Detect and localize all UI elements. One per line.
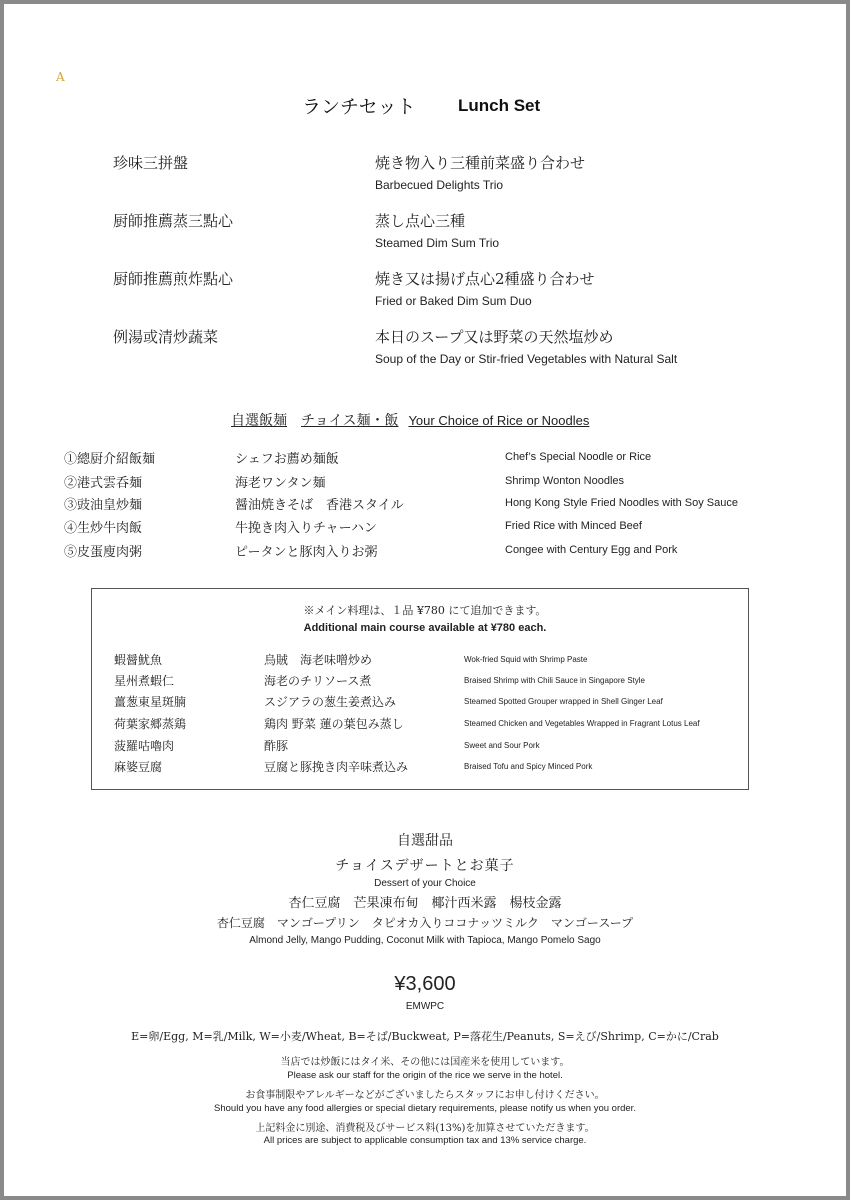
- noodle-item-english: Shrimp Wonton Noodles: [505, 475, 625, 487]
- dessert-items-english: Almond Jelly, Mango Pudding, Coconut Milk with Tapioca, Mango Pomelo Sago: [249, 935, 601, 946]
- choice-heading-chinese: 自選飯麺: [231, 413, 287, 429]
- main-course-chinese: 蝦醤魷魚: [114, 653, 163, 667]
- noodle-item-english: Fried Rice with Minced Beef: [505, 520, 642, 532]
- footer-note: お食事制限やアレルギーなどがございましたらスタッフにお申し付けください。: [245, 1090, 605, 1101]
- noodle-item-japanese: 醤油焼きそば 香港スタイル: [235, 498, 404, 513]
- noodle-item-english: Hong Kong Style Fried Noodles with Soy Sauce: [505, 497, 738, 509]
- main-course-english: Steamed Chicken and Vegetables Wrapped in Fragrant Lotus Leaf: [464, 719, 700, 728]
- main-course-chinese: 星州煮蝦仁: [114, 674, 175, 688]
- main-course-japanese: 豆腐と豚挽き肉辛味煮込み: [264, 760, 409, 774]
- noodle-item-english: Congee with Century Egg and Pork: [505, 544, 678, 556]
- noodle-item-chinese: ①總厨介紹飯麺: [64, 452, 156, 467]
- allergen-legend: E=卵/Egg, M=乳/Milk, W=小麦/Wheat, B=そば/Buckweat, P=落花生/Peanuts, S=えび/Shrimp, C=かに/Crab: [131, 1030, 719, 1043]
- main-course-japanese: 酢豚: [264, 739, 289, 753]
- noodle-item-japanese: ピータンと豚肉入りお粥: [235, 545, 378, 560]
- dessert-heading-japanese: チョイスデザートとお菓子: [335, 858, 515, 874]
- noodle-item-japanese: 海老ワンタン麺: [235, 476, 326, 491]
- additional-note-japanese: ※メイン料理は、１品 ¥780 にて追加できます。: [303, 604, 547, 617]
- main-course-english: Braised Shrimp with Chili Sauce in Singapore Style: [464, 676, 645, 685]
- main-course-english: Steamed Spotted Grouper wrapped in Shell Ginger Leaf: [464, 697, 663, 706]
- noodle-item-japanese: シェフお薦め麺飯: [235, 452, 339, 467]
- main-course-chinese: 麻婆豆腐: [114, 760, 163, 774]
- page-mark: A: [56, 70, 65, 84]
- main-course-chinese: 荷葉家郷蒸鶏: [114, 717, 187, 731]
- noodle-item-chinese: ④生炒牛肉飯: [64, 521, 143, 536]
- additional-main-course-box: [91, 588, 749, 790]
- course-chinese: 厨師推薦蒸三點心: [113, 212, 234, 230]
- course-english: Soup of the Day or Stir-fried Vegetables with Natural Salt: [375, 352, 678, 366]
- footer-note: Please ask our staff for the origin of the rice we serve in the hotel.: [287, 1070, 563, 1081]
- choice-heading: [231, 410, 589, 430]
- menu-page: [4, 4, 846, 1196]
- choice-heading-japanese: チョイス麺・飯: [301, 413, 399, 429]
- course-english: Barbecued Delights Trio: [375, 178, 504, 192]
- course-japanese: 本日のスープ又は野菜の天然塩炒め: [375, 328, 614, 346]
- footer-note: 当店では炒飯にはタイ米、その他には国産米を使用しています。: [280, 1057, 570, 1068]
- footer-note: 上記料金に別途、消費税及びサービス料(13%)を加算させていただきます。: [255, 1123, 595, 1134]
- course-chinese: 例湯或清炒蔬菜: [113, 328, 219, 346]
- main-course-english: Wok-fried Squid with Shrimp Paste: [464, 655, 588, 664]
- main-course-japanese: 鶏肉 野菜 蓮の葉包み蒸し: [264, 717, 404, 731]
- set-price: ¥3,600: [394, 973, 456, 995]
- main-course-english: Braised Tofu and Spicy Minced Pork: [464, 762, 593, 771]
- course-chinese: 厨師推薦煎炸點心: [113, 270, 234, 288]
- footer-note: Should you have any food allergies or special dietary requirements, please notify us when you order.: [214, 1103, 636, 1114]
- course-chinese: 珍味三拼盤: [113, 154, 189, 172]
- main-course-chinese: 薑葱東星斑腩: [114, 695, 187, 709]
- noodle-item-chinese: ⑤皮蛋廋肉粥: [64, 545, 143, 560]
- course-japanese: 焼き物入り三種前菜盛り合わせ: [375, 154, 586, 172]
- dessert-items-japanese: 杏仁豆腐 マンゴープリン タピオカ入りココナッツミルク マンゴースープ: [216, 916, 634, 930]
- title-japanese: ランチセット: [302, 96, 416, 118]
- main-course-chinese: 菠羅咕嚕肉: [114, 739, 175, 753]
- course-english: Steamed Dim Sum Trio: [375, 236, 500, 250]
- main-course-japanese: 烏賊 海老味噌炒め: [264, 653, 373, 667]
- main-course-japanese: スジアラの葱生姜煮込み: [264, 695, 397, 709]
- footer-note: All prices are subject to applicable consumption tax and 13% service charge.: [263, 1135, 587, 1146]
- allergen-codes: EMWPC: [405, 1001, 445, 1012]
- dessert-items-chinese: 杏仁豆腐 芒果凍布甸 椰汁西米露 楊枝金露: [288, 896, 562, 911]
- noodle-item-chinese: ②港式雲呑麺: [64, 476, 143, 491]
- dessert-heading-chinese: 自選甜品: [397, 833, 453, 849]
- main-course-japanese: 海老のチリソース煮: [264, 674, 372, 688]
- course-japanese: 蒸し点心三種: [375, 212, 466, 230]
- title-english: Lunch Set: [458, 96, 541, 115]
- noodle-item-japanese: 牛挽き肉入りチャーハン: [235, 521, 377, 536]
- choice-heading-english: Your Choice of Rice or Noodles: [408, 413, 590, 428]
- dessert-heading-english: Dessert of your Choice: [374, 878, 476, 889]
- additional-note-english: Additional main course available at ¥780 each.: [303, 622, 547, 634]
- course-japanese: 焼き又は揚げ点心2種盛り合わせ: [375, 270, 595, 288]
- course-english: Fried or Baked Dim Sum Duo: [375, 294, 532, 308]
- noodle-item-english: Chef’s Special Noodle or Rice: [505, 451, 652, 463]
- noodle-item-chinese: ③豉油皇炒麺: [64, 498, 143, 513]
- main-course-english: Sweet and Sour Pork: [464, 741, 540, 750]
